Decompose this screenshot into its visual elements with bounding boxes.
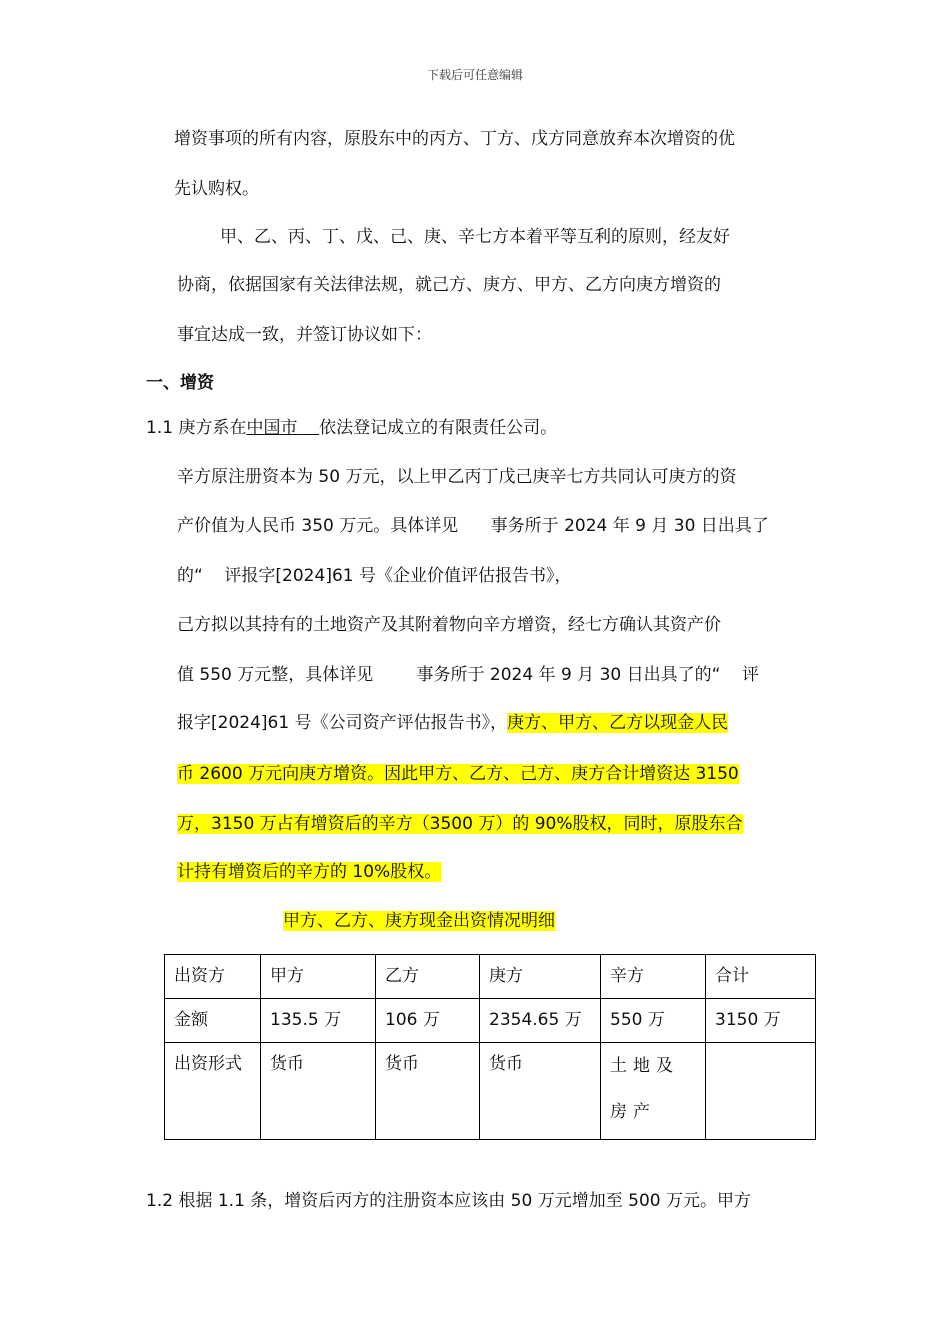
highlighted-text: 庚方、甲方、乙方以现金人民 (507, 713, 729, 733)
paragraph-line: 先认购权。 (174, 179, 259, 199)
table-title (283, 910, 555, 932)
table-header-cell: 庚方 (480, 955, 601, 999)
table-cell: 货币 (261, 1043, 376, 1140)
paragraph-line: 产价值为人民币 350 万元。具体详见 事务所于 2024 年 9 月 30 日出具了 (177, 516, 769, 536)
table-cell: 金额 (165, 999, 261, 1043)
table-header-cell: 甲方 (261, 955, 376, 999)
table-cell (706, 1043, 816, 1140)
paragraph-line: 值 550 万元整，具体详见 事务所于 2024 年 9 月 30 日出具了的“ 评 (177, 665, 760, 685)
table-header-cell: 乙方 (376, 955, 480, 999)
paragraph-line (177, 763, 739, 785)
clause-1-2: 1.2 根据 1.1 条，增资后丙方的注册资本应该由 50 万元增加至 500 万元。甲方 (146, 1191, 751, 1211)
paragraph-line: 辛方原注册资本为 50 万元，以上甲乙丙丁戊己庚辛七方共同认可庚方的资 (177, 467, 737, 487)
table-header-cell: 辛方 (601, 955, 706, 999)
highlighted-text: 币 2600 万元向庚方增资。因此甲方、乙方、己方、庚方合计增资达 3150 (177, 764, 739, 784)
clause-1-1-location: 中国市 (246, 418, 298, 438)
table-cell: 土地及房产 (601, 1043, 706, 1140)
highlighted-text: 计持有增资后的辛方的 10%股权。 (177, 862, 442, 882)
table-cell: 货币 (480, 1043, 601, 1140)
table-cell: 出资形式 (165, 1043, 261, 1140)
table-cell: 106 万 (376, 999, 480, 1043)
table-header-cell: 出资方 (165, 955, 261, 999)
paragraph-line: 协商，依据国家有关法律法规，就己方、庚方、甲方、乙方向庚方增资的 (177, 275, 721, 295)
table-cell: 货币 (376, 1043, 480, 1140)
clause-1-1-suffix: 依法登记成立的有限责任公司。 (319, 418, 558, 438)
contribution-table (164, 954, 816, 1140)
paragraph-line: 己方拟以其持有的土地资产及其附着物向辛方增资，经七方确认其资产价 (177, 615, 721, 635)
paragraph-line (177, 861, 441, 883)
page-header: 下载后可任意编辑 (426, 68, 523, 82)
table-title-text: 甲方、乙方、庚方现金出资情况明细 (283, 911, 555, 931)
table-cell: 550 万 (601, 999, 706, 1043)
table-cell: 135.5 万 (261, 999, 376, 1043)
clause-1-1-prefix: 1.1 庚方系在 (146, 418, 247, 438)
table-header-cell: 合计 (706, 955, 816, 999)
paragraph-line: 的“ 评报字[2024]61 号《企业价值评估报告书》， (177, 566, 572, 586)
table-row (165, 999, 816, 1043)
paragraph-line: 甲、乙、丙、丁、戊、己、庚、辛七方本着平等互利的原则，经友好 (220, 227, 730, 247)
table-row (165, 1043, 816, 1140)
paragraph-text: 报字[2024]61 号《公司资产评估报告书》， (177, 713, 508, 733)
table-row (165, 955, 816, 999)
paragraph-line (177, 813, 743, 835)
table-cell: 2354.65 万 (480, 999, 601, 1043)
section-heading: 一、增资 (146, 373, 214, 393)
table-cell: 3150 万 (706, 999, 816, 1043)
paragraph-line: 事宜达成一致，并签订协议如下： (177, 325, 432, 345)
paragraph-line: 增资事项的所有内容，原股东中的丙方、丁方、戊方同意放弃本次增资的优 (174, 129, 735, 149)
clause-1-1 (146, 417, 557, 439)
highlighted-text: 万，3150 万占有增资后的辛方（3500 万）的 90%股权，同时，原股东合 (177, 814, 743, 834)
paragraph-line (177, 712, 728, 734)
